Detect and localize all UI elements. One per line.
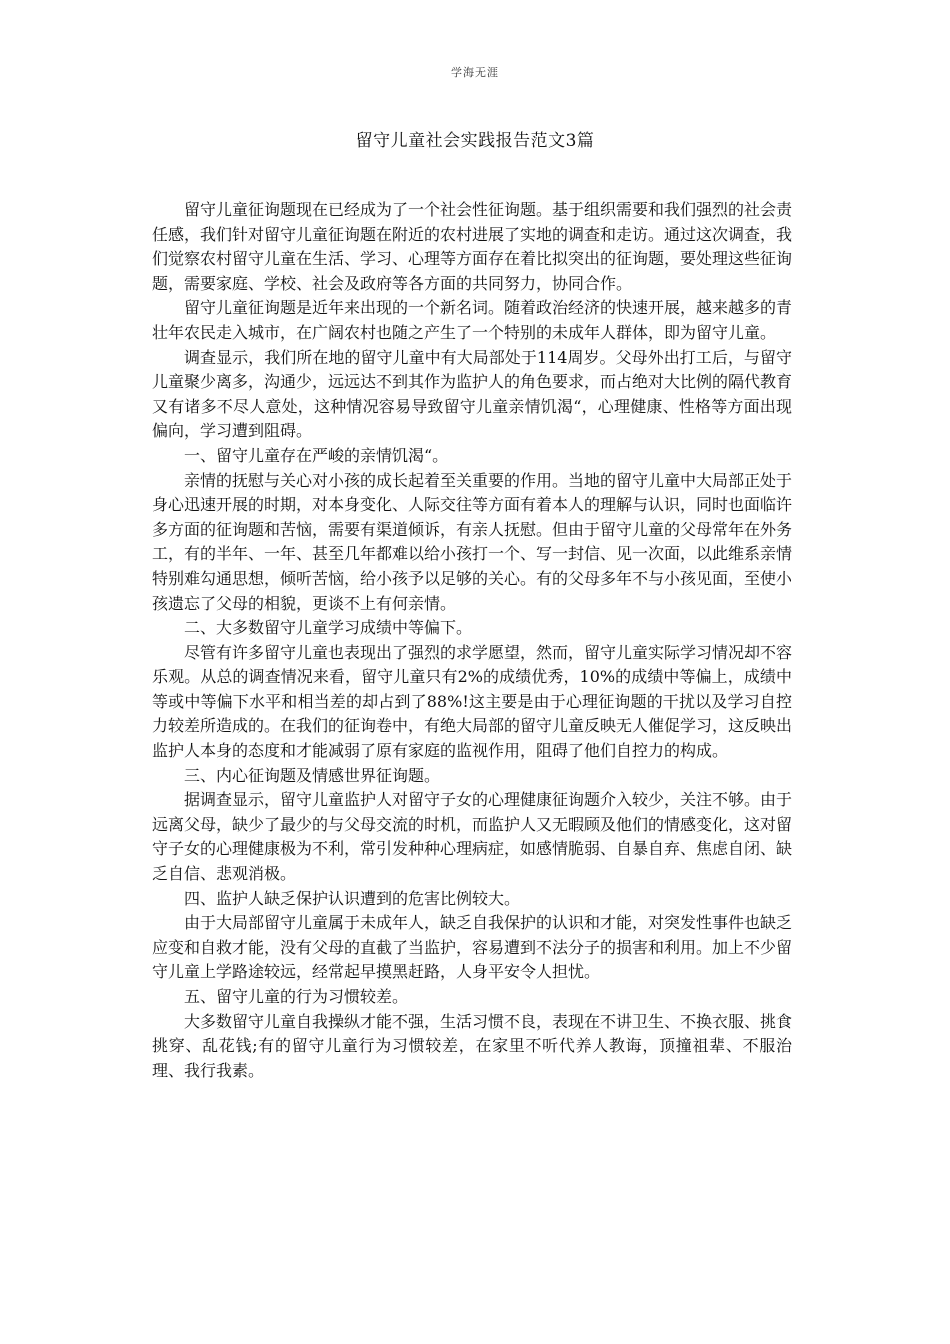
page-header: 学海无涯: [451, 66, 499, 79]
paragraph-section-4: 由于大局部留守儿童属于未成年人，缺乏自我保护的认识和才能，对突发性事件也缺乏应变和自救才能，没有父母的直截了当监护，容易遭到不法分子的损害和利用。加上不少留守儿童上学路途较远，经常起早摸黑赶路，人身平安令人担忧。: [152, 913, 793, 982]
paragraph-section-5: 大多数留守儿童自我操纵才能不强，生活习惯不良，表现在不讲卫生、不换衣服、挑食挑穿、乱花钱;有的留守儿童行为习惯较差，在家里不听代养人教诲，顶撞祖辈、不服治理、我行我素。: [152, 1011, 793, 1080]
paragraph-section-1: 亲情的抚慰与关心对小孩的成长起着至关重要的作用。当地的留守儿童中大局部正处于身心迅速开展的时期，对本身变化、人际交往等方面有着本人的理解与认识，同时也面临许多方面的征询题和苦恼，需要有渠道倾诉，有亲人抚慰。但由于留守儿童的父母常年在外务工，有的半年、一年、甚至几年都难以给小孩打一个、写一封信、见一次面，以此维系亲情特别难勾通思想，倾听苦恼，给小孩予以足够的关心。有的父母多年不与小孩见面，至使小孩遗忘了父母的相貌，更谈不上有何亲情。: [152, 470, 793, 613]
document-body: [152, 198, 792, 1083]
section-heading-5: 五、留守儿童的行为习惯较差。: [184, 987, 409, 1006]
paragraph-survey: 调查显示，我们所在地的留守儿童中有大局部处于114周岁。父母外出打工后，与留守儿童聚少离多，沟通少，远远达不到其作为监护人的角色要求，而占绝对大比例的隔代教育又有诸多不尽人意处，这种情况容易导致留守儿童亲情饥渴“，心理健康、性格等方面出现偏向，学习遭到阻碍。: [152, 347, 793, 441]
paragraph-section-2: 尽管有许多留守儿童也表现出了强烈的求学愿望，然而，留守儿童实际学习情况却不容乐观。从总的调查情况来看，留守儿童只有2%的成绩优秀，10%的成绩中等偏上，成绩中等或中等偏下水平和相当差的却占到了88%!这主要是由于心理征询题的干扰以及学习自控力较差所造成的。在我们的征询卷中，有绝大局部的留守儿童反映无人催促学习，这反映出监护人本身的态度和才能减弱了原有家庭的监视作用，阻碍了他们自控力的构成。: [152, 642, 793, 761]
paragraph-definition: 留守儿童征询题是近年来出现的一个新名词。随着政治经济的快速开展，越来越多的青壮年农民走入城市，在广阔农村也随之产生了一个特别的未成年人群体，即为留守儿童。: [152, 298, 793, 342]
paragraph-intro: 留守儿童征询题现在已经成为了一个社会性征询题。基于组织需要和我们强烈的社会责任感，我们针对留守儿童征询题在附近的农村进展了实地的调查和走访。通过这次调查，我们觉察农村留守儿童在生活、学习、心理等方面存在着比拟突出的征询题，要处理这些征询题，需要家庭、学校、社会及政府等各方面的共同努力，协同合作。: [152, 200, 793, 293]
section-heading-1: 一、留守儿童存在严峻的亲情饥渴“。: [184, 445, 449, 465]
document-title: 留守儿童社会实践报告范文3篇: [355, 131, 595, 151]
section-heading-4: 四、监护人缺乏保护认识遭到的危害比例较大。: [184, 888, 521, 908]
paragraph-section-3: 据调查显示，留守儿童监护人对留守子女的心理健康征询题介入较少，关注不够。由于远离父母，缺少了最少的与父母交流的时机，而监护人又无暇顾及他们的情感变化，这对留守子女的心理健康极为不利，常引发种种心理病症，如感情脆弱、自暴自弃、焦虑自闭、缺乏自信、悲观消极。: [152, 790, 793, 884]
section-heading-2: 二、大多数留守儿童学习成绩中等偏下。: [184, 618, 473, 638]
section-heading-3: 三、内心征询题及情感世界征询题。: [184, 765, 441, 785]
